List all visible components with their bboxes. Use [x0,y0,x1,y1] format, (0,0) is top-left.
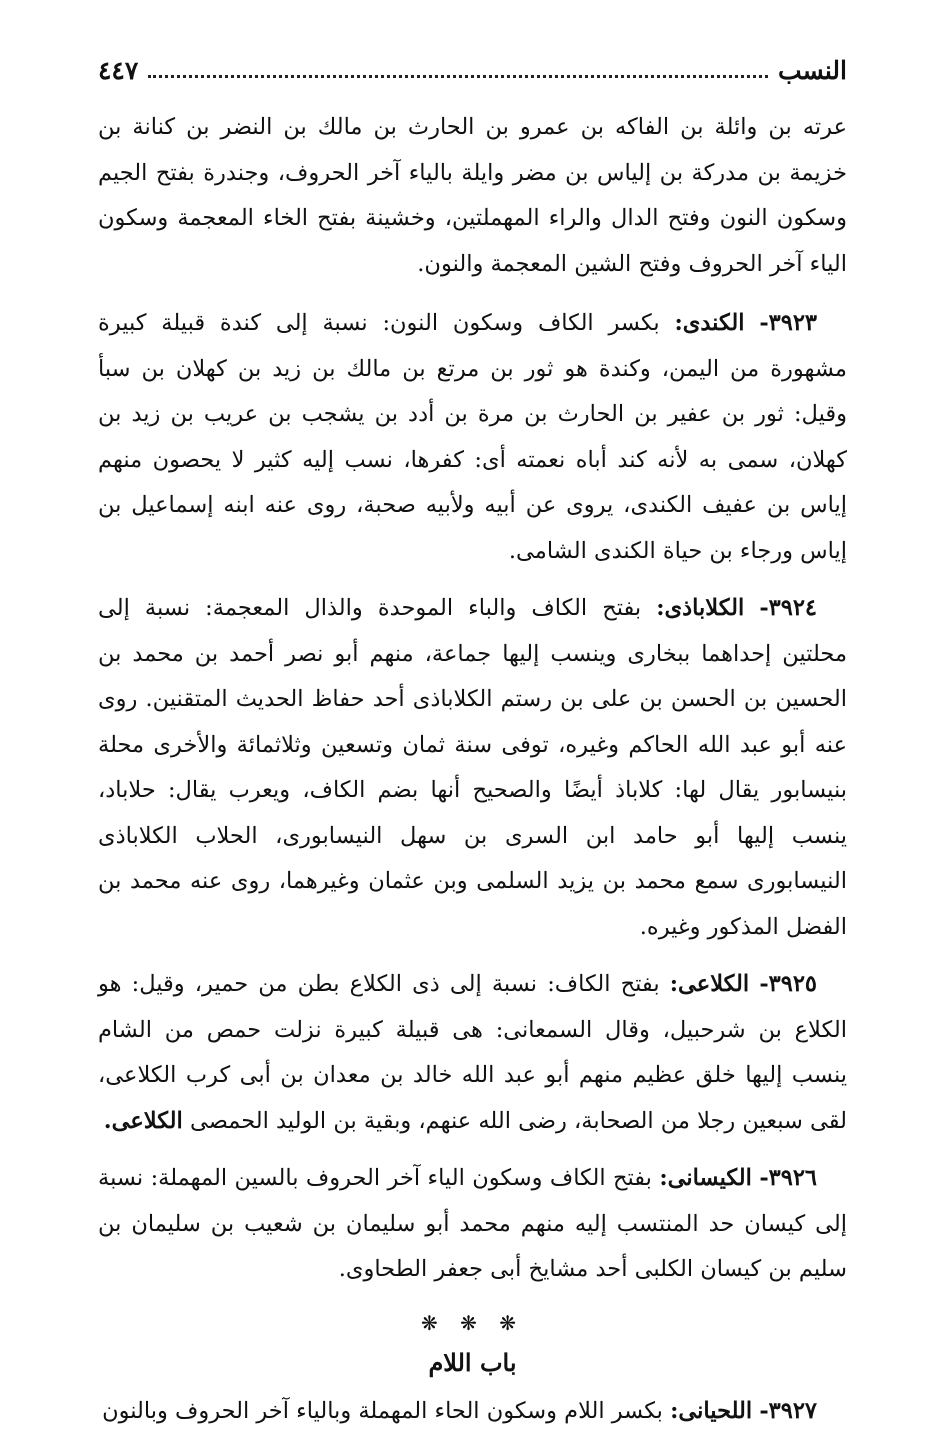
entry-headword: الكلاعى: [669,971,750,997]
running-header [98,50,847,90]
header-title: النسب [778,55,847,85]
entry-3927 [98,1389,847,1435]
entry-3926 [98,1156,847,1293]
entry-text-bold-tail: الكلاعى. [103,1107,183,1134]
entry-number: ٣٩٢٦- [759,1165,817,1191]
entry-headword: الكيسانى: [659,1165,752,1191]
entry-headword: الكندى: [674,310,745,336]
section-title: باب اللام [428,1347,517,1377]
page-number: ٤٤٧ [98,55,139,85]
entry-number: ٣٩٢٥- [759,971,817,997]
entry-number: ٣٩٢٧- [759,1397,817,1424]
entry-text: بفتح الكاف وسكون الياء آخر الحروف بالسين المهملة: نسبة إلى كيسان حد المنتسب إليه منهم محمد أبو سليمان بن شعيب بن سليمان بن سليم بن كيسان الكلبى أحد مشايخ أبى جعفر الطحاوى. [98,1165,847,1282]
entry-number: ٣٩٢٣- [759,310,817,336]
paragraph-continuation: عرته بن وائلة بن الفاكه بن عمرو بن الحارث بن مالك بن النضر بن كنانة بن خزيمة بن مدركة بن إلياس بن مضر وايلة بالياء آخر الحروف، وجندرة بفتح الجيم وسكون النون وفتح الدال والراء المهملتين، وخشينة بفتح الخاء المعجمة وسكون الياء آخر الحروف وفتح الشين المعجمة والنون. [98,114,847,277]
entry-text: بفتح الكاف والباء الموحدة والذال المعجمة: نسبة إلى محلتين إحداهما ببخارى وينسب إليها جماعة، منهم أبو نصر أحمد بن محمد بن الحسين بن الحسن بن على بن رستم الكلاباذى أحد حفاظ الحديث المتقنين. روى عنه أبو عبد الله الحاكم وغيره، توفى سنة ثمان وتسعين وثلاثمائة والأخرى محلة بنيسابور يقال لها: كلاباذ أيضًا والصحيح أنها بضم الكاف، ويعرب يقال: حلاباد، ينسب إليها أبو حامد ابن السرى بن سهل النيسابورى، الحلاب الكلاباذى النيسابورى سمع محمد بن يزيد السلمى وبن عثمان وغيرهما، روى عنه محمد بن الفضل المذكور وغيره. [98,595,847,940]
entry-3925 [98,962,847,1144]
entry-3923 [98,301,847,574]
entry-headword: اللحيانى: [670,1397,753,1424]
entry-number: ٣٩٢٤- [759,595,818,621]
header-leader-dots [148,75,768,78]
entry-text: بفتح الكاف: نسبة إلى ذى الكلاع بطن من حمير، وقيل: هو الكلاع بن شرحبيل، وقال السمعانى: هى قبيلة كبيرة نزلت حمص من الشام ينسب إليها خلق عظيم منهم أبو عبد الله خالد بن معدان بن أبى كرب الكلاعى، لقى سبعين رجلا من الصحابة، رضى الله عنهم، وبقية بن الوليد الحمصى [98,971,847,1134]
entry-text: بكسر اللام وسكون الحاء المهملة وبالياء آخر الحروف وبالنون [102,1397,663,1424]
entry-text: بكسر الكاف وسكون النون: نسبة إلى كندة قبيلة كبيرة مشهورة من اليمن، وكندة هو ثور بن مرتع بن مالك بن زيد بن كهلان بن سبأ وقيل: ثور بن عفير بن الحارث بن مرة بن أدد بن يشجب بن عريب بن زيد بن كهلان، سمى به لأنه كند أباه نعمته أى: كفرها، نسب إليه كثير لا يحصون منهم إياس بن عفيف الكندى، يروى عن أبيه ولأبيه صحبة، روى عنه ابنه إسماعيل بن إياس ورجاء بن حياة الكندى الشامى. [98,310,847,564]
entry-headword: الكلاباذى: [656,595,745,621]
page-body [98,105,847,1446]
entry-3924 [98,586,847,950]
section-divider-stars: ❋ ❋ ❋ [421,1310,524,1335]
